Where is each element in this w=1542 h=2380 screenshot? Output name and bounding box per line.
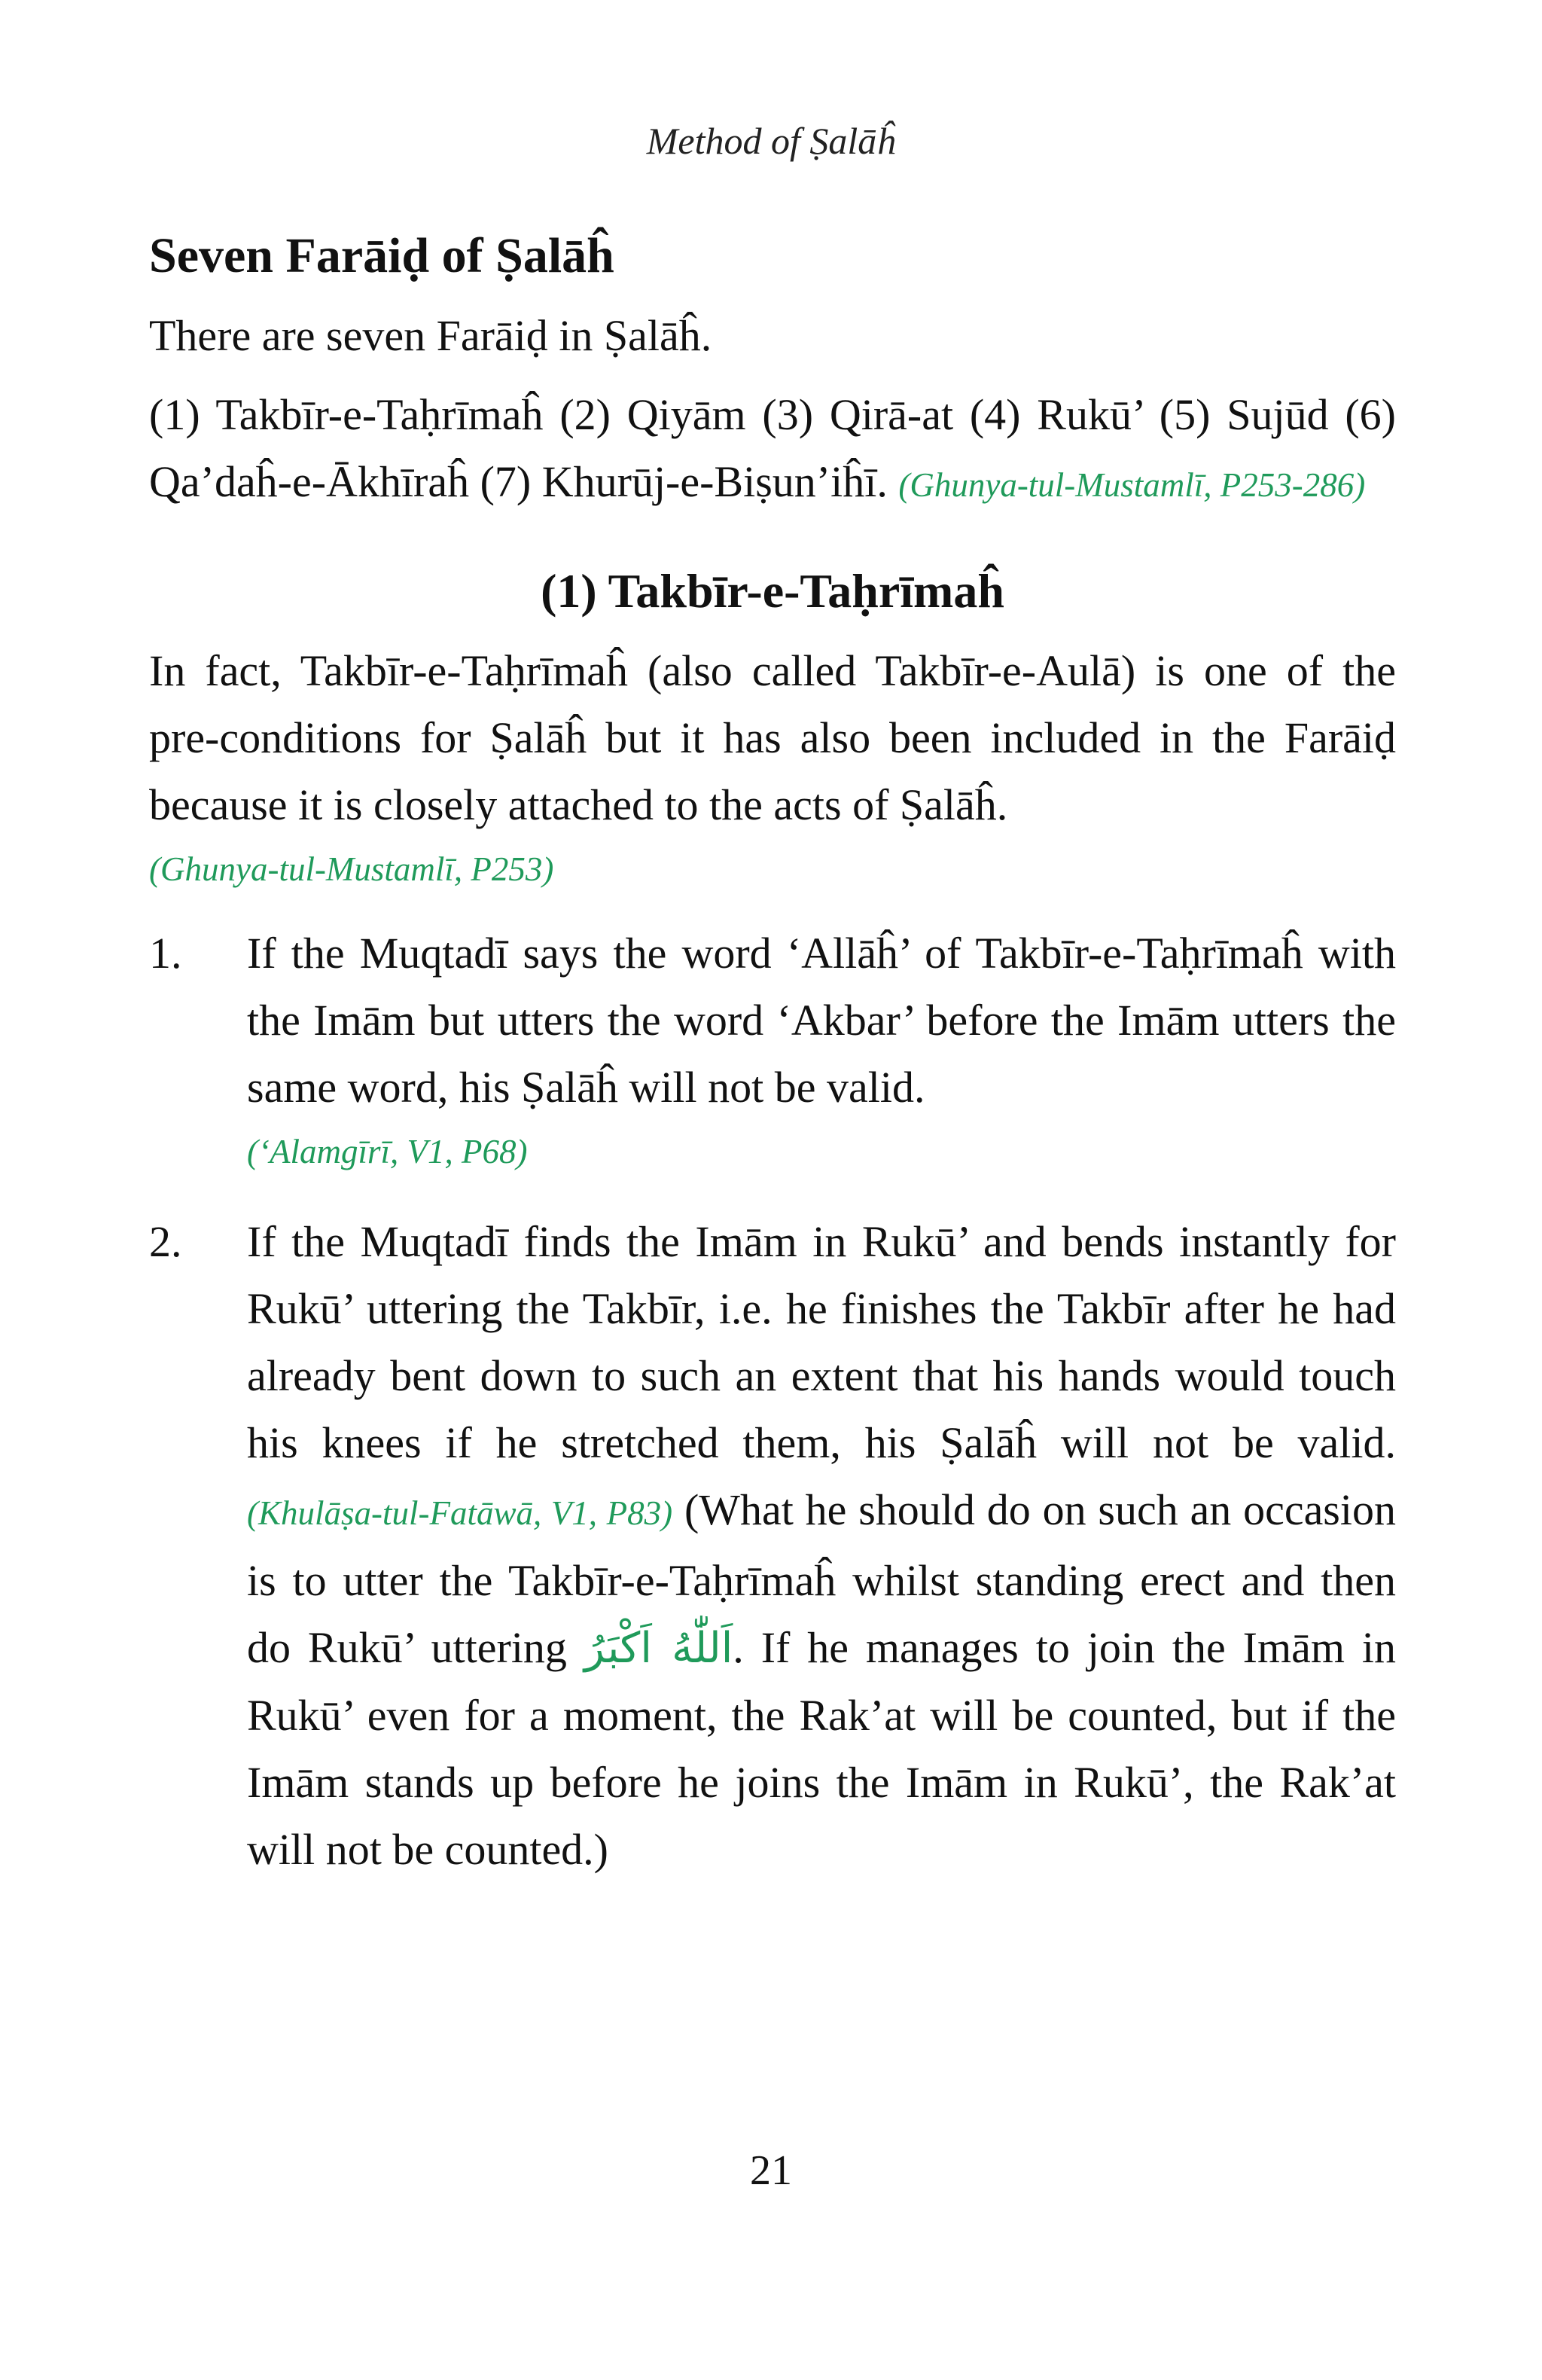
subsection-paragraph-text: In fact, Takbīr-e-Taḥrīmaĥ (also called Takbīr-e-Aulā) is one of the pre-conditions for Ṣalāĥ but it has also been included in the Farāiḍ because it is closely attached to the acts of Ṣalāĥ. [149,645,1396,829]
list-item-text: If the Muqtadī finds the Imām in Rukū’ and bends instantly for Rukū’ uttering the Takbīr, i.e. he finishes the Takbīr after he had already bent down to such an extent that his hands would touch his knees if he stretched them, his Ṣalāĥ will not be valid. [247,1216,1396,1467]
page-number: 21 [750,2147,792,2194]
list-item-text-continued: (What he should do on such an occasion is to utter the Takbīr-e-Taḥrīmaĥ whilst standing erect and then do Rukū’ uttering [247,1484,1396,1672]
page-content [149,226,1396,1909]
list-item-number: 2. [149,1216,182,1266]
list-item-body [247,920,1396,1182]
list-item-number: 1. [149,928,182,978]
subsection-title: (1) Takbīr-e-Taḥrīmaĥ [541,564,1004,618]
list-item [149,920,1396,1182]
rules-list [149,920,1396,1883]
list-item-text-end: . If he manages to join the Imām in Rukū’ even for a moment, the Rak’at will be counted, but if the Imām stands up before he joins the Imām in Rukū’, the Rak’at will not be counted.) [247,1622,1397,1874]
list-item-reference: (‘Alamgīrī, V1, P68) [247,1132,528,1170]
list-item-text: If the Muqtadī says the word ‘Allāĥ’ of Takbīr-e-Taḥrīmaĥ with the Imām but utters the word ‘Akbar’ before the Imām utters the same word, his Ṣalāĥ will not be valid. [247,928,1396,1112]
faraid-list-reference: (Ghunya-tul-Mustamlī, P253-286) [898,466,1366,505]
faraid-list-paragraph [149,381,1396,519]
list-item-body [247,1208,1396,1883]
subsection-reference: (Ghunya-tul-Mustamlī, P253) [149,850,554,888]
list-item-reference: (Khulāṣa-tul-Fatāwā, V1, P83) [247,1494,673,1532]
subsection-paragraph [149,637,1396,900]
section-intro: There are seven Farāiḍ in Ṣalāĥ. [149,311,712,361]
running-header: Method of Ṣalāĥ [646,120,896,162]
faraid-list-text: (1) Takbīr-e-Taḥrīmaĥ (2) Qiyām (3) Qirā-at (4) Rukū’ (5) Sujūd (6) Qa’daĥ-e-Ākhīraĥ (7) Khurūj-e-Biṣun’iĥī. [149,390,1396,507]
list-item [149,1208,1396,1883]
section-title: Seven Farāiḍ of Ṣalāĥ [149,228,614,283]
arabic-takbir: اَللّٰهُ اَكْبَرُ [584,1623,733,1673]
